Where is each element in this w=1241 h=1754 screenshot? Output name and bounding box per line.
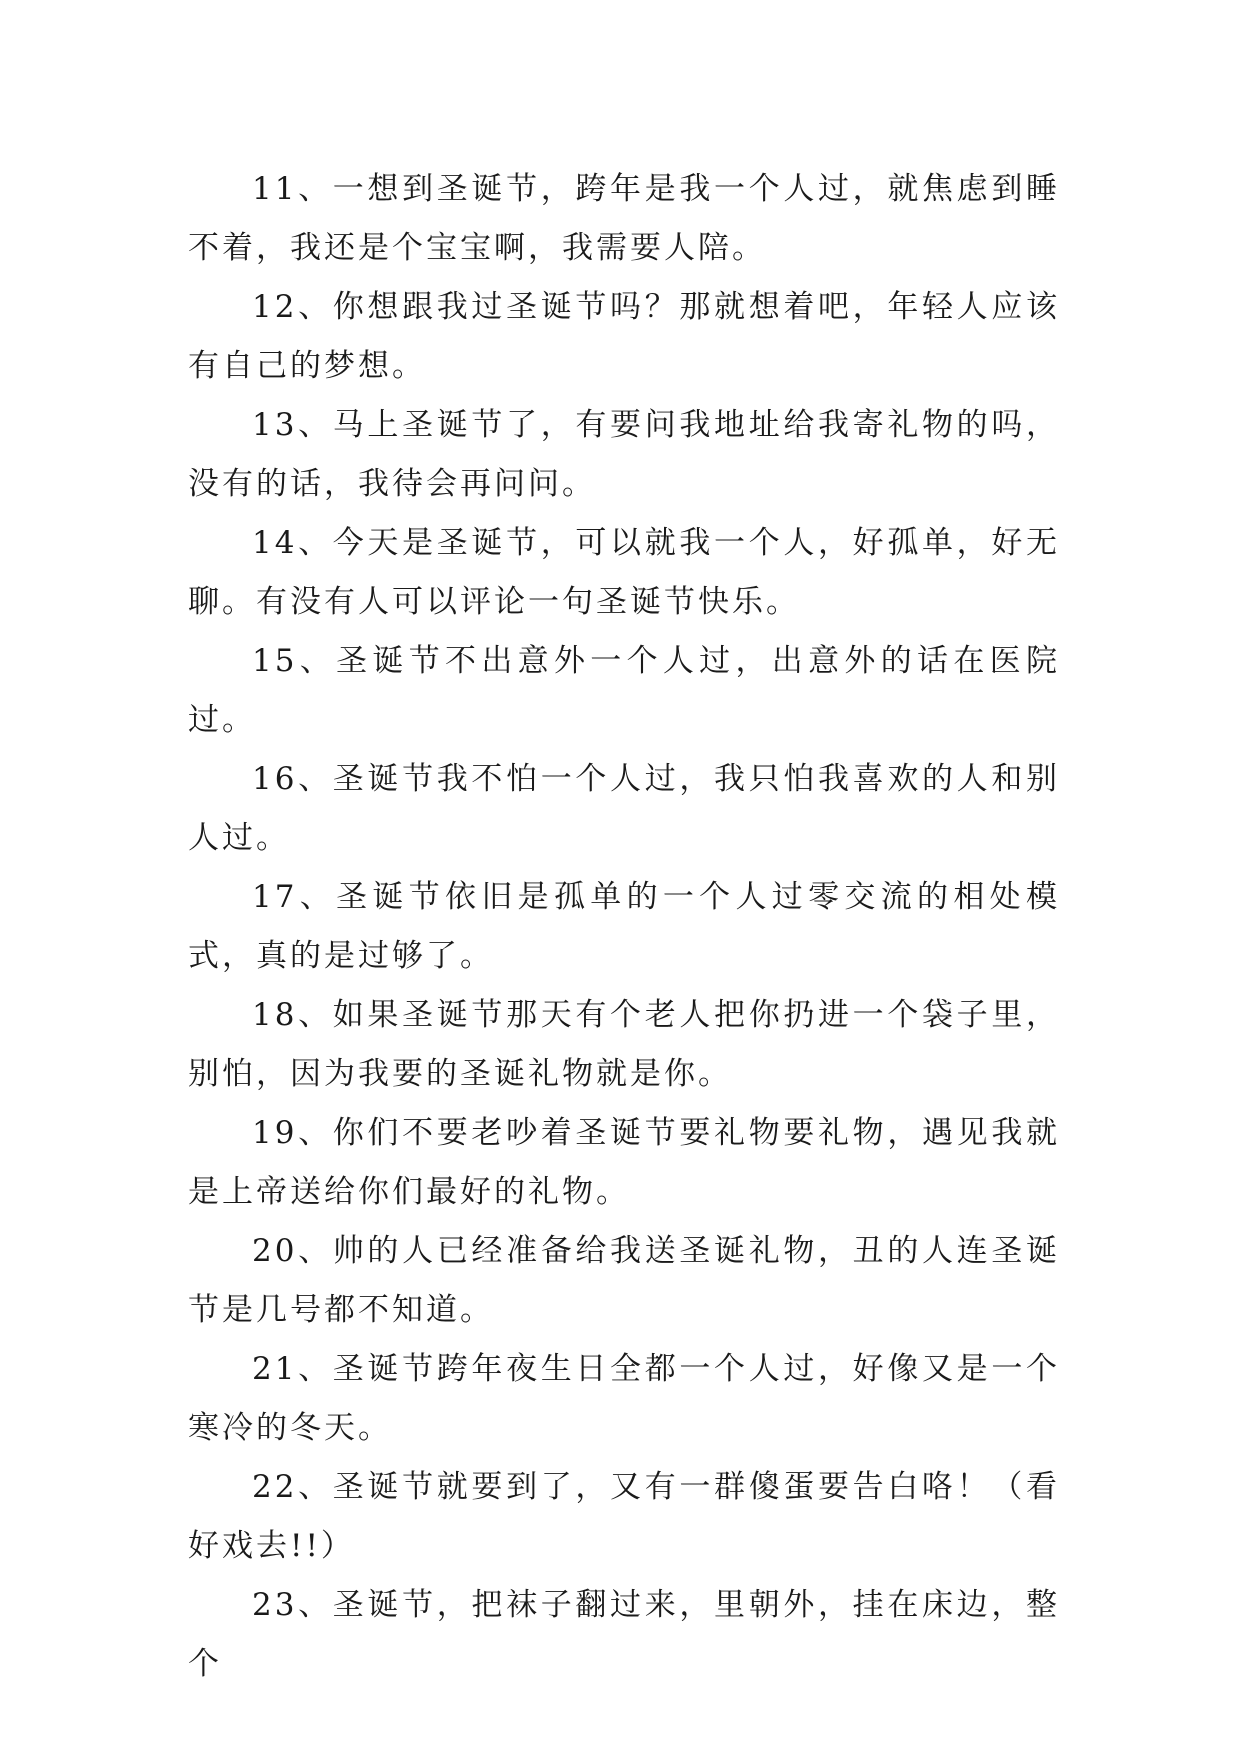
paragraph-22: 22、圣诞节就要到了，又有一群傻蛋要告白咯！（看好戏去!!）: [188, 1469, 1060, 1564]
paragraph-13: 13、马上圣诞节了，有要问我地址给我寄礼物的吗，没有的话，我待会再问问。: [188, 407, 1060, 502]
paragraph-14: 14、今天是圣诞节，可以就我一个人，好孤单，好无聊。有没有人可以评论一句圣诞节快乐。: [188, 525, 1060, 620]
paragraph-12: 12、你想跟我过圣诞节吗？那就想着吧，年轻人应该有自己的梦想。: [188, 289, 1060, 384]
paragraph-20: 20、帅的人已经准备给我送圣诞礼物，丑的人连圣诞节是几号都不知道。: [188, 1233, 1060, 1328]
paragraph-15: 15、圣诞节不出意外一个人过，出意外的话在医院过。: [188, 643, 1060, 738]
paragraph-11: 11、一想到圣诞节，跨年是我一个人过，就焦虑到睡不着，我还是个宝宝啊，我需要人陪。: [188, 171, 1060, 266]
paragraph-18: 18、如果圣诞节那天有个老人把你扔进一个袋子里，别怕，因为我要的圣诞礼物就是你。: [188, 997, 1060, 1092]
paragraph-21: 21、圣诞节跨年夜生日全都一个人过，好像又是一个寒冷的冬天。: [188, 1351, 1060, 1446]
paragraph-19: 19、你们不要老吵着圣诞节要礼物要礼物，遇见我就是上帝送给你们最好的礼物。: [188, 1115, 1060, 1210]
paragraph-17: 17、圣诞节依旧是孤单的一个人过零交流的相处模式，真的是过够了。: [188, 879, 1060, 974]
paragraph-23: 23、圣诞节，把袜子翻过来，里朝外，挂在床边，整个: [188, 1587, 1060, 1682]
paragraph-16: 16、圣诞节我不怕一个人过，我只怕我喜欢的人和别人过。: [188, 761, 1060, 856]
document-body: [188, 160, 1060, 1694]
